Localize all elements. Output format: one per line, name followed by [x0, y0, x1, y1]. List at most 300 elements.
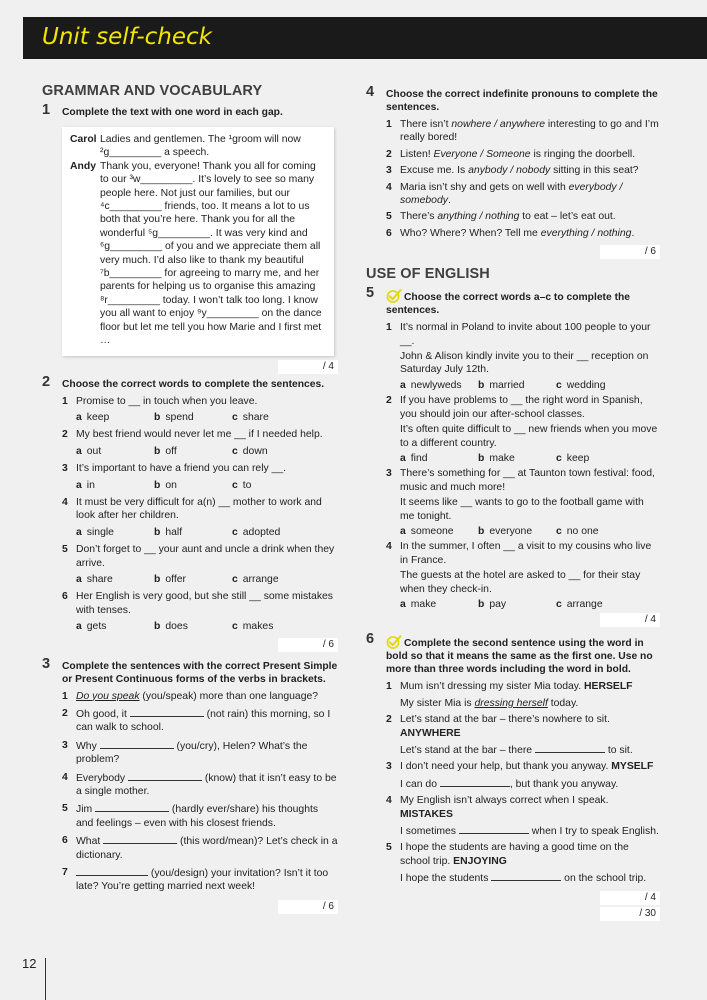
list-item: [386, 118, 660, 145]
exercise-instruction: [386, 635, 660, 676]
keyword: MISTAKES: [400, 808, 453, 820]
option-text: does: [165, 621, 188, 633]
original-sentence: [400, 794, 660, 821]
option-b[interactable]: [154, 479, 232, 492]
option-letter: c: [556, 525, 562, 537]
list-item: [62, 496, 338, 523]
item-list: [386, 680, 660, 885]
page-title: Unit self-check: [42, 24, 212, 50]
option-letter: a: [76, 573, 82, 585]
sentence-two: The guests at the hotel are asked to __ for their stay when they check-in.: [400, 570, 641, 595]
option-b[interactable]: [478, 379, 556, 392]
item-text: It must be very difficult for a(n) __ mother to work and look after her children.: [76, 496, 322, 522]
option-text: down: [242, 445, 268, 457]
exercise-instruction: Complete the sentences with the correct Present Simple or Present Continuous forms of the verbs in brackets.: [62, 660, 338, 685]
item-text: Jim: [76, 804, 96, 816]
page-divider: [45, 958, 46, 1000]
option-c[interactable]: [232, 526, 310, 539]
sentence-text: when I try to speak English.: [528, 826, 659, 838]
list-item: [386, 540, 660, 596]
item-body: [400, 227, 660, 240]
item-text: There’s: [400, 211, 438, 223]
dialogue-text: Ladies and gentlemen. The ¹groom will now ²g_________ a speech.: [100, 134, 301, 159]
item-text: (you/design) your invitation? Isn’t it too late? You’re getting married next week!: [76, 868, 329, 893]
item-text: Her English is very good, but she still __ some mistakes with tenses.: [76, 591, 333, 616]
option-letter: b: [154, 445, 161, 457]
instruction-text: Choose the correct words a–c to complete the sentences.: [386, 292, 631, 317]
item-text: (know) that it isn’t easy to be a single mother.: [76, 772, 337, 798]
option-letter: b: [154, 411, 161, 423]
list-item: [62, 802, 338, 830]
original-sentence: [400, 680, 660, 693]
item-text: There isn’t: [400, 119, 452, 130]
dialogue-line: [70, 160, 326, 348]
exercise-number: 5: [366, 285, 375, 302]
exercise-instruction: Choose the correct words to complete the sentences.: [62, 378, 325, 390]
option-b[interactable]: [154, 445, 232, 458]
dialogue-text: Thank you, everyone! Thank you all for coming to our ³w_________. It’s lovely to see so many people here. Not just our families, but our ⁴c_________ friends, too. It means a lot to us both that you’re here. Thank you for all the wonderful ⁵g_________. It was very kind and ⁶g_________ of you and we appreciate them all very much. I’d also like to thank my beautiful ⁷b_________ for agreeing to marry me, and her parents for helping us to organise this amazing ⁸r_________ today. I won’t talk too long. I know you all want to enjoy ⁹y_________ on the dance floor but let me tell you how Marie and I first met …: [100, 160, 322, 347]
option-a[interactable]: [400, 525, 478, 538]
exercise-instruction: Complete the text with one word in each gap.: [62, 107, 283, 118]
item-body: [400, 181, 660, 208]
option-c[interactable]: [232, 620, 310, 633]
item-number: 6: [62, 835, 68, 847]
option-letter: c: [232, 411, 238, 423]
option-a[interactable]: [76, 620, 154, 633]
answer-gap[interactable]: [459, 824, 529, 834]
option-letter: b: [154, 621, 161, 633]
item-text: interesting to go and I’m really bored!: [400, 119, 659, 144]
exercise-number: 2: [42, 373, 51, 390]
list-item: [62, 590, 338, 617]
item-text: Promise to __ in touch when you leave.: [76, 395, 258, 407]
option-text: makes: [242, 621, 274, 633]
sentence-text: , but thank you anyway.: [509, 778, 619, 790]
exercise-number: 3: [42, 655, 51, 672]
item-number: 3: [62, 463, 68, 475]
option-c[interactable]: [232, 445, 310, 458]
instruction-text: Complete the second sentence using the word in bold so that it means the same as the first one. Use no more than three words including the word in bold.: [386, 638, 653, 676]
keyword: MYSELF: [611, 761, 654, 773]
option-letter: a: [400, 598, 406, 610]
answer-gap[interactable]: [103, 834, 177, 844]
option-letter: b: [154, 573, 161, 585]
pronoun-choice[interactable]: anybody / nobody: [468, 165, 551, 177]
option-c[interactable]: [232, 573, 310, 586]
item-number: 4: [62, 771, 68, 783]
option-text: keep: [86, 411, 110, 423]
option-text: make: [489, 452, 515, 464]
sentence-one: In the summer, I often __ a visit to my cousins who live in France.: [400, 541, 652, 566]
item-text: is ringing the doorbell.: [530, 148, 636, 160]
option-text: keep: [566, 452, 590, 464]
item-number: 3: [386, 468, 392, 480]
option-a[interactable]: [400, 598, 478, 611]
answer-options: [76, 411, 338, 424]
item-number: 7: [62, 867, 68, 879]
sentence-text: today.: [547, 697, 579, 709]
item-number: 2: [386, 714, 392, 726]
item-body: [76, 428, 338, 441]
answer-options: [76, 445, 338, 458]
pronoun-choice[interactable]: everybody / somebody: [400, 181, 623, 207]
exercise-3: [42, 655, 338, 914]
option-letter: c: [556, 452, 562, 464]
exercise-number: 1: [42, 102, 51, 118]
item-text: (you/speak) more than one language?: [139, 690, 319, 702]
dialogue-line: [70, 133, 326, 160]
keyword: ANYWHERE: [400, 727, 461, 739]
item-number: 5: [386, 211, 392, 223]
option-letter: c: [556, 598, 562, 610]
option-letter: a: [76, 479, 82, 491]
item-body: [400, 118, 660, 145]
item-body: [400, 841, 660, 885]
pronoun-choice[interactable]: Everyone / Someone: [433, 148, 531, 160]
answer-gap[interactable]: [128, 771, 202, 781]
item-body: [76, 771, 338, 799]
option-letter: b: [478, 379, 485, 391]
list-item: [62, 771, 338, 799]
item-body: [400, 794, 660, 838]
transformed-sentence: [400, 824, 660, 838]
dialogue-box: [62, 127, 334, 356]
original-sentence: [400, 713, 660, 740]
score-box: / 4: [278, 360, 338, 374]
exercise-1: [42, 102, 338, 378]
item-text: .: [447, 195, 451, 207]
item-text: Oh good, it: [76, 709, 130, 720]
item-body: [76, 543, 338, 570]
sentence-two: It seems like __ wants to go to the football game with me tonight.: [400, 497, 644, 522]
option-text: share: [86, 573, 113, 585]
option-letter: c: [232, 445, 238, 457]
answer-options: [76, 573, 338, 586]
option-c[interactable]: [556, 598, 634, 611]
option-text: someone: [410, 525, 454, 537]
option-a[interactable]: [76, 479, 154, 492]
original-sentence: [400, 841, 660, 868]
list-item: [62, 707, 338, 735]
option-text: share: [242, 411, 269, 423]
example-answer: Do you speak: [76, 690, 140, 702]
option-text: in: [86, 479, 95, 491]
total-score-box: / 30: [600, 907, 660, 921]
item-number: 3: [62, 739, 68, 751]
sentence-text: I don’t need your help, but thank you anyway.: [400, 761, 609, 773]
option-text: arrange: [242, 573, 279, 585]
item-text: (this word/mean)? Let’s check in a dictionary.: [76, 836, 338, 861]
transformed-sentence: [400, 871, 660, 885]
item-number: 4: [386, 181, 392, 193]
option-b[interactable]: [478, 598, 556, 611]
item-number: 1: [386, 322, 392, 334]
sentence-text: I sometimes: [400, 826, 459, 838]
answer-options: [76, 620, 338, 633]
score-box: / 4: [600, 891, 660, 905]
option-letter: c: [556, 379, 562, 391]
item-number: 4: [62, 496, 68, 508]
list-item: [386, 841, 660, 885]
option-letter: c: [232, 573, 238, 585]
sentence-text: on the school trip.: [561, 873, 647, 885]
item-text: (hardly ever/share) his thoughts and feelings – even with his closest friends.: [76, 804, 319, 829]
list-item: [62, 543, 338, 570]
option-text: married: [489, 379, 525, 391]
option-letter: b: [478, 452, 485, 464]
option-letter: c: [232, 526, 238, 538]
answer-gap[interactable]: [95, 802, 169, 812]
option-letter: a: [76, 526, 82, 538]
answer-options: [400, 525, 660, 538]
sentence-text: I hope the students: [400, 873, 492, 885]
option-b[interactable]: [154, 526, 232, 539]
list-item: [62, 690, 338, 703]
pronoun-choice[interactable]: nowhere / anywhere: [451, 119, 545, 130]
score-box: / 6: [600, 245, 660, 259]
exercise-2: [42, 373, 338, 654]
list-item: [386, 164, 660, 177]
item-number: 1: [62, 395, 68, 407]
section-heading-grammar: GRAMMAR AND VOCABULARY: [42, 83, 263, 99]
item-text: sitting in this seat?: [550, 165, 639, 177]
exercise-instruction: [386, 289, 660, 317]
item-number: 4: [386, 541, 392, 553]
item-number: 1: [62, 690, 68, 702]
sentence-text: Let’s stand at the bar – there: [400, 745, 535, 756]
example-answer: dressing herself: [474, 697, 548, 709]
item-body: [400, 210, 660, 223]
option-text: half: [165, 526, 183, 538]
answer-options: [400, 452, 660, 465]
item-number: 1: [386, 681, 392, 693]
transformed-sentence: [400, 777, 660, 791]
item-text: Why: [76, 740, 100, 752]
option-c[interactable]: [232, 479, 310, 492]
option-text: spend: [165, 411, 194, 423]
option-text: offer: [165, 573, 186, 585]
item-body: [76, 866, 338, 894]
item-number: 2: [62, 708, 68, 719]
list-item: [386, 148, 660, 161]
list-item: [62, 739, 338, 767]
option-text: off: [165, 445, 177, 457]
item-body: [400, 713, 660, 757]
item-list: [386, 321, 660, 611]
option-letter: a: [76, 411, 82, 423]
item-text: (not rain) this morning, so I can walk to school.: [76, 709, 331, 734]
option-letter: b: [478, 598, 485, 610]
option-letter: a: [76, 621, 82, 633]
list-item: [62, 462, 338, 475]
list-item: [386, 394, 660, 450]
item-body: [400, 321, 660, 377]
pronoun-choice[interactable]: everything / nothing: [540, 227, 632, 239]
item-number: 2: [386, 148, 392, 160]
sentence-two: It’s often quite difficult to __ new friends when you move to a different country.: [400, 424, 658, 449]
item-text: My best friend would never let me __ if I needed help.: [76, 429, 323, 441]
item-body: [76, 395, 338, 408]
option-letter: c: [232, 479, 238, 491]
option-text: everyone: [489, 525, 533, 537]
item-number: 6: [62, 591, 68, 603]
sentence-one: If you have problems to __ the right word in Spanish, you should join our after-school classes.: [400, 395, 643, 420]
sentence-one: It’s normal in Poland to invite about 100 people to your __.: [400, 322, 651, 347]
exercise-6: [366, 631, 660, 922]
option-text: pay: [489, 598, 507, 610]
pronoun-choice[interactable]: anything / nothing: [437, 211, 520, 223]
list-item: [386, 210, 660, 223]
option-c[interactable]: [556, 379, 634, 392]
answer-gap[interactable]: [76, 866, 148, 876]
item-number: 2: [386, 395, 392, 407]
option-c[interactable]: [232, 411, 310, 424]
option-text: out: [86, 445, 102, 457]
sentence-one: There’s something for __ at Taunton town festival: food, music and much more!: [400, 468, 655, 493]
sentence-text: I can do: [400, 778, 440, 790]
speaker-name: Carol: [70, 134, 97, 145]
option-text: no one: [566, 525, 599, 537]
item-number: 3: [386, 165, 392, 177]
option-text: gets: [86, 621, 107, 633]
item-number: 2: [62, 429, 68, 441]
exercise-instruction: Choose the correct indefinite pronouns to complete the sentences.: [386, 89, 658, 113]
option-letter: b: [154, 526, 161, 538]
item-list: [386, 118, 660, 240]
score-box: / 4: [600, 613, 660, 627]
page-number: 12: [22, 956, 37, 971]
item-text: to eat – let’s eat out.: [519, 211, 616, 223]
item-list: [62, 395, 338, 634]
item-text: (you/cry), Helen? What’s the problem?: [76, 740, 308, 766]
option-b[interactable]: [478, 525, 556, 538]
option-a[interactable]: [76, 411, 154, 424]
option-a[interactable]: [400, 379, 478, 392]
answer-gap[interactable]: [100, 739, 174, 749]
item-text: Maria isn’t shy and gets on well with: [400, 181, 569, 193]
item-body: [76, 739, 338, 767]
transformed-sentence: [400, 743, 660, 757]
item-body: [76, 834, 338, 862]
item-text: Listen!: [400, 148, 434, 160]
title-banner: [23, 17, 707, 59]
option-a[interactable]: [400, 452, 478, 465]
list-item: [386, 227, 660, 240]
item-body: [400, 148, 660, 161]
item-text: What: [76, 836, 104, 848]
exercise-5: [366, 285, 660, 631]
item-body: [400, 680, 660, 710]
sentence-two: John & Alison kindly invite you to their __ reception on Saturday July 12th.: [400, 351, 649, 376]
item-text: .: [631, 227, 635, 239]
item-text: Excuse me. Is: [400, 165, 469, 177]
item-number: 3: [386, 761, 392, 773]
list-item: [386, 181, 660, 208]
transformed-sentence: [400, 697, 660, 710]
item-text: Everybody: [76, 772, 128, 784]
option-a[interactable]: [76, 573, 154, 586]
list-item: [386, 760, 660, 791]
item-text: Don’t forget to __ your aunt and uncle a drink when they arrive.: [76, 544, 335, 569]
answer-gap[interactable]: [491, 871, 561, 881]
list-item: [62, 834, 338, 862]
score-box: / 6: [278, 638, 338, 652]
speaker-name: Andy: [70, 160, 96, 172]
list-item: [62, 395, 338, 408]
option-letter: c: [232, 621, 238, 633]
option-a[interactable]: [76, 526, 154, 539]
item-number: 4: [386, 795, 392, 807]
sentence-text: to sit.: [604, 745, 633, 756]
list-item: [62, 428, 338, 441]
list-item: [62, 866, 338, 894]
item-body: [400, 760, 660, 791]
checkmark-circle-icon: [386, 635, 402, 649]
sentence-text: I hope the students are having a good time on the school trip.: [400, 842, 629, 867]
list-item: [386, 713, 660, 757]
item-body: [76, 690, 338, 703]
answer-options: [76, 479, 338, 492]
option-text: newlyweds: [410, 379, 462, 391]
keyword: ENJOYING: [453, 855, 507, 867]
score-box: / 6: [278, 900, 338, 914]
exercise-4: [366, 84, 660, 261]
option-text: wedding: [566, 379, 606, 391]
option-b[interactable]: [154, 573, 232, 586]
item-number: 5: [62, 803, 68, 815]
answer-gap[interactable]: [535, 743, 605, 753]
item-body: [400, 164, 660, 177]
item-body: [76, 590, 338, 617]
item-number: 1: [386, 119, 392, 130]
answer-options: [76, 526, 338, 539]
item-text: Who? Where? When? Tell me: [400, 227, 541, 239]
exercise-number: 6: [366, 631, 375, 648]
item-body: [400, 540, 660, 596]
answer-options: [400, 598, 660, 611]
item-body: [76, 496, 338, 523]
option-text: make: [410, 598, 437, 610]
section-heading-use-of-english: USE OF ENGLISH: [366, 266, 490, 283]
original-sentence: [400, 760, 660, 773]
item-number: 6: [386, 227, 392, 239]
option-b[interactable]: [154, 411, 232, 424]
list-item: [386, 680, 660, 710]
item-body: [400, 394, 660, 450]
sentence-text: My English isn’t always correct when I speak.: [400, 795, 609, 807]
option-b[interactable]: [154, 620, 232, 633]
option-letter: a: [400, 379, 406, 391]
item-text: It’s important to have a friend you can rely __.: [76, 463, 287, 475]
item-number: 5: [386, 842, 392, 854]
sentence-text: Let’s stand at the bar – there’s nowhere to sit.: [400, 714, 610, 726]
option-letter: a: [400, 452, 406, 464]
option-text: single: [86, 526, 114, 538]
option-letter: a: [400, 525, 406, 537]
option-a[interactable]: [76, 445, 154, 458]
left-column: [42, 82, 338, 914]
option-c[interactable]: [556, 452, 634, 465]
list-item: [386, 321, 660, 377]
item-number: 5: [62, 544, 68, 556]
item-body: [76, 802, 338, 830]
sentence-text: My sister Mia is: [400, 697, 475, 709]
answer-gap[interactable]: [440, 777, 510, 787]
answer-gap[interactable]: [130, 707, 204, 717]
option-c[interactable]: [556, 525, 634, 538]
option-b[interactable]: [478, 452, 556, 465]
item-body: [76, 707, 338, 735]
